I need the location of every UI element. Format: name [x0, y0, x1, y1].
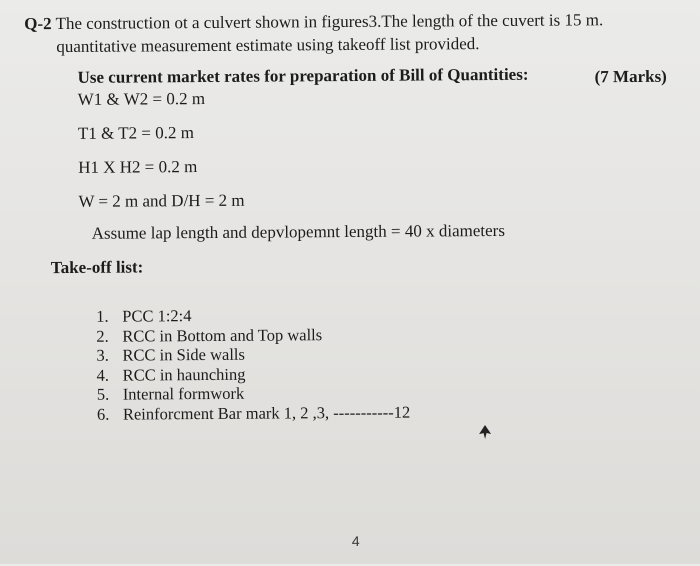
list-item-number: 5.: [96, 384, 110, 404]
list-item: [96, 324, 409, 346]
list-item: [97, 402, 410, 424]
parameter-h1-h2: H1 X H2 = 0.2 m: [78, 157, 198, 177]
list-item-number: 6.: [96, 404, 110, 424]
marks-label: (7 Marks): [594, 66, 667, 87]
instruction-heading: Use current market rates for preparation of Bill of Quantities:: [77, 64, 529, 87]
list-item-text: Internal formwork: [122, 383, 245, 404]
list-item: [96, 344, 409, 366]
list-item-text: RCC in haunching: [122, 364, 246, 385]
parameter-t1-t2: T1 & T2 = 0.2 m: [77, 123, 195, 143]
takeoff-list: [96, 305, 410, 424]
list-item-text: RCC in Side walls: [122, 344, 245, 365]
parameter-w-dh: W = 2 m and D/H = 2 m: [78, 190, 245, 211]
list-item-number: 1.: [96, 306, 109, 326]
list-item: [96, 305, 409, 327]
list-item-text: PCC 1:2:4: [122, 306, 192, 326]
question-text: The construction ot a culvert shown in figures3.The length of the cuvert is 15 m.: [55, 10, 604, 34]
list-item-text: Reinforcment Bar mark 1, 2 ,3, -----------12: [122, 402, 411, 424]
question-number: Q-2: [24, 14, 52, 34]
list-item-text: RCC in Bottom and Top walls: [122, 324, 323, 346]
list-item-number: 4.: [96, 365, 110, 385]
list-item: [97, 363, 410, 385]
parameter-w1-w2: W1 & W2 = 0.2 m: [77, 89, 206, 109]
page-number: 4: [351, 532, 360, 549]
question-line-1: [24, 10, 603, 34]
list-item-number: 2.: [96, 326, 109, 346]
list-item-number: 3.: [96, 345, 109, 365]
question-line-2: quantitative measurement estimate using takeoff list provided.: [56, 34, 480, 57]
takeoff-heading: Take-off list:: [50, 257, 144, 278]
list-item: [97, 383, 410, 405]
assumption-text: Assume lap length and depvlopemnt length = 40 x diameters: [91, 220, 505, 243]
arrow-cursor-icon: [479, 425, 491, 439]
